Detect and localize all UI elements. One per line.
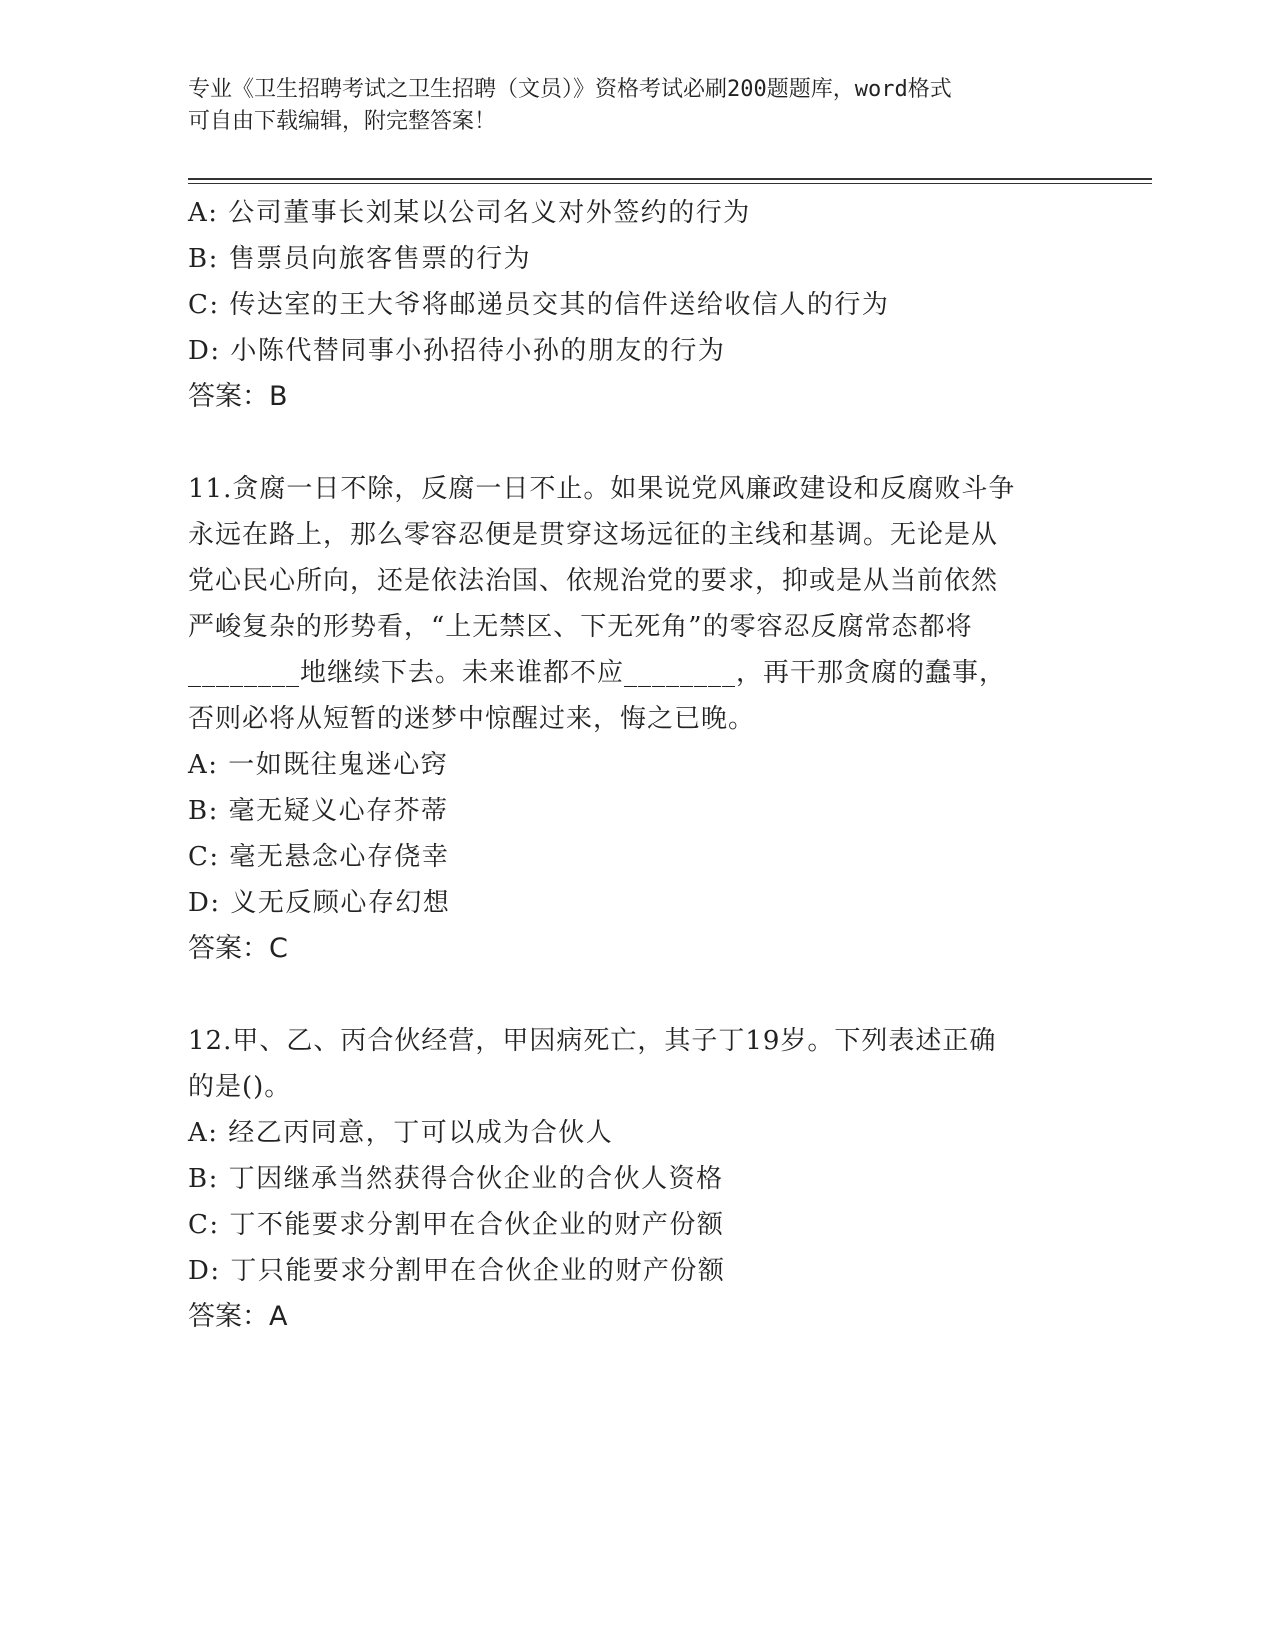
option-a: A: 公司董事长刘某以公司名义对外签约的行为 <box>188 198 751 228</box>
header-divider-thick <box>188 178 1152 180</box>
stem-line: 党心民心所向，还是依法治国、依规治党的要求，抑或是从当前依然 <box>188 566 999 596</box>
question-stem <box>188 466 1088 742</box>
question-12-block <box>188 1018 1088 1340</box>
spacer <box>188 972 1088 1018</box>
option-c: C: 毫无悬念心存侥幸 <box>188 842 450 872</box>
stem-line: 12.甲、乙、丙合伙经营，甲因病死亡，其子丁19岁。下列表述正确 <box>188 1026 997 1056</box>
stem-line: ________地继续下去。未来谁都不应________，再干那贪腐的蠢事， <box>188 658 1007 688</box>
question-10-block <box>188 190 1088 420</box>
header-title-line-2: 可自由下载编辑，附完整答案！ <box>188 109 497 134</box>
header-title-line-1: 专业《卫生招聘考试之卫生招聘（文员）》资格考试必刷200题题库，word格式 <box>188 77 952 102</box>
option-c: C: 传达室的王大爷将邮递员交其的信件送给收信人的行为 <box>188 290 890 320</box>
question-11-block <box>188 466 1088 972</box>
option-b: B: 丁因继承当然获得合伙企业的合伙人资格 <box>188 1164 724 1194</box>
option-b: B: 售票员向旅客售票的行为 <box>188 244 532 274</box>
stem-line: 永远在路上，那么零容忍便是贯穿这场远征的主线和基调。无论是从 <box>188 520 999 550</box>
option-c: C: 丁不能要求分割甲在合伙企业的财产份额 <box>188 1210 725 1240</box>
question-stem <box>188 1018 1088 1110</box>
spacer <box>188 420 1088 466</box>
question-content <box>188 190 1088 1340</box>
document-header <box>188 74 1088 138</box>
option-d: D: 义无反顾心存幻想 <box>188 888 451 918</box>
stem-line: 否则必将从短暂的迷梦中惊醒过来，悔之已晚。 <box>188 704 756 734</box>
option-d: D: 小陈代替同事小孙招待小孙的朋友的行为 <box>188 336 726 366</box>
answer-line: 答案：C <box>188 933 288 964</box>
stem-line: 11.贪腐一日不除，反腐一日不止。如果说党风廉政建设和反腐败斗争 <box>188 474 1016 504</box>
option-a: A: 经乙丙同意，丁可以成为合伙人 <box>188 1118 614 1148</box>
header-divider-thin <box>188 183 1152 184</box>
option-a: A: 一如既往鬼迷心窍 <box>188 750 449 780</box>
option-d: D: 丁只能要求分割甲在合伙企业的财产份额 <box>188 1256 726 1286</box>
stem-line: 严峻复杂的形势看，“上无禁区、下无死角”的零容忍反腐常态都将 <box>188 612 973 642</box>
answer-line: 答案：A <box>188 1301 288 1332</box>
answer-line: 答案：B <box>188 381 288 412</box>
stem-line: 的是()。 <box>188 1072 292 1102</box>
option-b: B: 毫无疑义心存芥蒂 <box>188 796 449 826</box>
